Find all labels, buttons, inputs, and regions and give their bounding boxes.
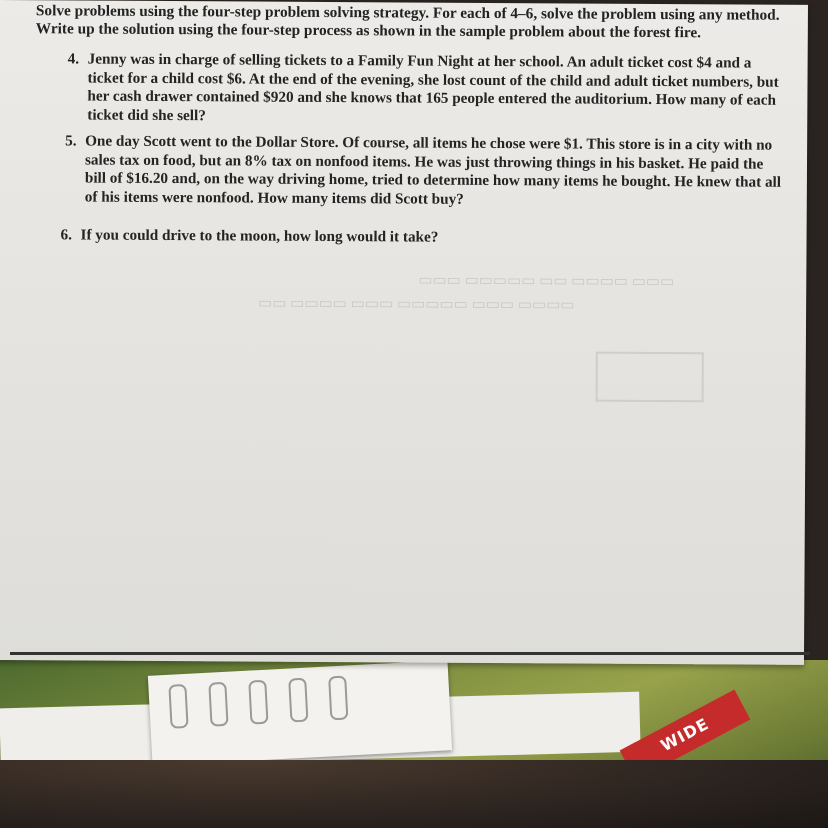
problem-number: 6.: [60, 226, 73, 244]
bleed-through-text: ▭▭▭▭ ▭▭▭ ▭▭▭▭▭ ▭▭▭ ▭▭▭▭ ▭▭: [258, 295, 575, 314]
lap-fabric: [0, 760, 828, 828]
page-edge-shadow: [10, 652, 810, 655]
binder-ring: [288, 678, 308, 723]
problem-number: 5.: [65, 132, 77, 150]
instructions-rest: For each of 4–6, solve the problem using any method. Write up the solution using the four-step process as shown in the sample problem about the forest fire.: [35, 4, 780, 42]
notebook-label: WIDE: [620, 689, 751, 780]
binder-ring: [168, 684, 188, 729]
binder-ring: [328, 676, 348, 721]
bleed-through-box: [596, 352, 704, 403]
binder-ring: [208, 682, 228, 727]
instructions: [36, 2, 796, 43]
problem-6: [60, 226, 781, 249]
problem-text: One day Scott went to the Dollar Store. Of course, all items he chose were $1. This store is in a city with no sales tax on food, but an 8% tax on nonfood items. He was just throwing things in his basket. He paid the bill of $16.20 and, on the way driving home, tried to determine how many items he bought. He knew that all of his items were nonfood. How many items did Scott buy?: [84, 132, 782, 208]
instructions-lead: Solve problems using the four-step problem solving strategy.: [35, 2, 430, 22]
problem-5: [65, 132, 785, 212]
problem-text: Jenny was in charge of selling tickets to a Family Fun Night at her school. An adult ticket cost $4 and a ticket for a child cost $6. At the end of the evening, she lost count of the child and adult ticket numbers, but her cash drawer contained $920 and she knows that 165 people entered the auditorium. How many of each ticket did she sell?: [87, 50, 779, 125]
spiral-notebook: [148, 660, 452, 766]
problem-text: If you could drive to the moon, how long would it take?: [80, 226, 439, 246]
bleed-through-text: ▭▭▭ ▭▭▭▭ ▭▭ ▭▭▭▭▭ ▭▭▭: [418, 272, 675, 291]
problem-number: 4.: [67, 50, 80, 68]
problem-4: [67, 50, 787, 130]
binder-ring: [248, 680, 268, 725]
worksheet-text: [0, 0, 808, 246]
